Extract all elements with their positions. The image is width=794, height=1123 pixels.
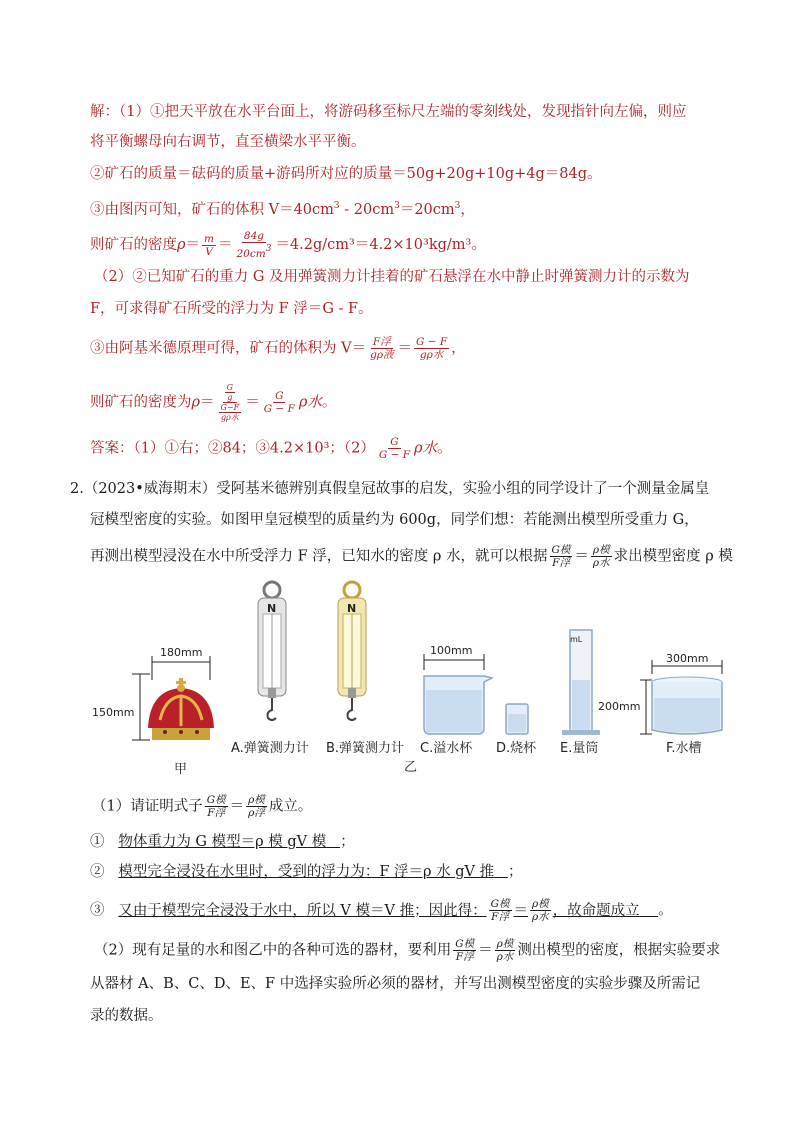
scale-a-n-label: N <box>267 602 277 615</box>
water-tank-icon <box>652 677 722 734</box>
part1-question: （1）请证明式子 $\frac{\text{G模}}{\text{F浮}}$ ＝ $\frac{\text{ρ模}}{\text{ρ浮}}$ 成立。 <box>92 794 313 819</box>
caption-d: D.烧杯 <box>496 741 537 756</box>
crown-icon <box>148 678 214 740</box>
q2-line-3: 再测出模型浸没在水中所受浮力 F 浮，已知水的密度 ρ 水，就可以根据 $\frac{\text{G模}}{\text{F浮}}$ ＝ $\frac{\text{ρ模}}{\text{ρ水}}$ 求出模型密度 ρ 模 <box>90 544 733 569</box>
tank-height-label: 200mm <box>598 700 641 713</box>
overflow-cup-icon <box>424 676 492 734</box>
cylinder-ml-label: mL <box>570 635 583 644</box>
q2-line-1: 2.（2023•威海期末）受阿基米德辨别真假皇冠故事的启发，实验小组的同学设计了一个测量金属皇 <box>70 481 710 497</box>
solution-line-3: ②矿石的质量＝砝码的质量+游码所对应的质量＝50g+20g+10g+4g＝84g。 <box>90 166 602 182</box>
solution-line-2: 将平衡螺母向右调节，直至横梁水平平衡。 <box>90 134 366 150</box>
tank-width-label: 300mm <box>666 652 709 665</box>
caption-b: B.弹簧测力计 <box>326 741 405 756</box>
crown-height-dimension <box>132 674 150 740</box>
crown-width-label: 180mm <box>160 646 203 659</box>
tank-height-dimension <box>640 680 652 734</box>
part2-line-1: （2）现有足量的水和图乙中的各种可选的器材，要利用 $\frac{\text{G模}}{\text{F浮}}$ ＝ $\frac{\text{ρ模}}{\text{ρ水}}$ 测出模型的密度，根据实验要求 <box>94 938 721 963</box>
caption-e: E.量筒 <box>560 741 599 756</box>
crown-width-dimension <box>152 656 210 680</box>
part1-step-3: ③ 又由于模型完全浸没于水中，所以 V 模＝V 推；因此得： $\frac{\text{G模}}{\text{F浮}}$ ＝ $\frac{\text{ρ模}}{\text{ρ水}}$ ，故命题成立 。 <box>90 898 673 923</box>
fraction-84g-over-20cm3: $\frac{84g}{20cm3}$ <box>236 230 272 260</box>
figure-label-jia: 甲 <box>174 762 188 777</box>
fraction-m-over-v: $\frac{m}{V}$ <box>204 232 214 258</box>
solution-line-4: ③由图丙可知，矿石的体积 $V=40cm^3 - 20cm^3=20cm^3$， <box>90 201 475 218</box>
crown-height-label: 150mm <box>92 706 135 719</box>
graduated-cylinder-icon <box>562 630 600 735</box>
solution-line-8: ③由阿基米德原理可得，矿石的体积为 V＝ $\frac{\text{F浮}}{\text{gρ液}}$ ＝ $\frac{G - F}{\text{gρ水}}$ ， <box>90 336 466 361</box>
solution-line-9: 则矿石的密度为ρ＝ $\frac{\frac{G}{g}}{\frac{G-F}{\text{gρ水}}}$ ＝ $\frac{G}{G - F}$ ρ水。 <box>90 383 337 422</box>
part2-line-3: 录的数据。 <box>90 1008 163 1024</box>
caption-a: A.弹簧测力计 <box>231 741 309 756</box>
caption-f: F.水槽 <box>666 741 702 756</box>
part2-line-2: 从器材 A、B、C、D、E、F 中选择实验所必须的器材，并写出测模型密度的实验步骤及所需记 <box>90 976 701 992</box>
figure-label-yi: 乙 <box>404 760 418 775</box>
q2-line-2: 冠模型密度的实验。如图甲皇冠模型的质量约为 600g，同学们想：若能测出模型所受重力 G， <box>90 512 699 528</box>
beaker-icon <box>506 704 528 734</box>
scale-b-n-label: N <box>347 602 357 615</box>
solution-line-1: 解：（1）①把天平放在水平台面上，将游码移至标尺左端的零刻线处，发现指针向左偏，则应 <box>90 104 687 120</box>
caption-c: C.溢水杯 <box>420 741 473 756</box>
compound-fraction: $\frac{\frac{G}{g}}{\frac{G-F}{\text{gρ水}}}$ <box>220 383 240 422</box>
solution-line-6: （2）②已知矿石的重力 G 及用弹簧测力计挂着的矿石悬浮在水中静止时弹簧测力计的示数为 <box>94 269 690 285</box>
solution-line-5: 则矿石的密度ρ＝ $\frac{m}{V}$ ＝ $\frac{84g}{20cm3}$ ＝4.2g/cm³＝4.2×10³kg/m³。 <box>90 230 486 260</box>
overflow-cup-width-label: 100mm <box>430 644 473 657</box>
answer-line: 答案：（1）①右；②84；③4.2×10³；（2） $\frac{G}{G - F}$ ρ水。 <box>90 436 452 461</box>
part1-step-2: ② 模型完全浸没在水里时，受到的浮力为：F 浮＝ρ 水 gV 推 ； <box>90 864 523 880</box>
part1-step-1: ① 物体重力为 G 模型＝ρ 模 gV 模 ； <box>90 834 355 850</box>
solution-line-7: F，可求得矿石所受的浮力为 F 浮＝G - F。 <box>90 301 373 317</box>
